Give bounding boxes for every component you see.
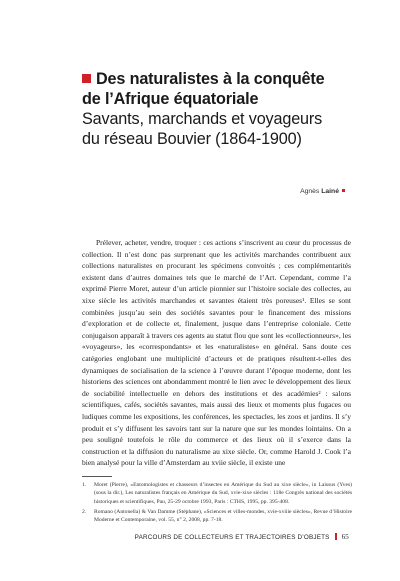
- article-title-text-1: Des naturalistes à la conquête: [96, 70, 325, 88]
- article-subtitle-line-2: du réseau Bouvier (1864-1900): [82, 130, 302, 148]
- author-last-name: Lainé: [321, 188, 339, 195]
- article-subtitle-line-1: Savants, marchands et voyageurs: [82, 110, 323, 128]
- title-block: [82, 70, 382, 149]
- footnote-2: [82, 508, 352, 525]
- footnote-separator-rule: [82, 476, 112, 477]
- red-dot-marker-icon: [342, 189, 345, 192]
- footnote-1-number: 1.: [82, 482, 87, 488]
- article-body-paragraph: Prélever, acheter, vendre, troquer : ces actions s’inscrivent au cœur du processus de collection. Il n’est donc pas surprenant que les activités marchandes contribuent aux collections naturalistes en procurant les spécimens convoités ; ces complémentarités existent dans d’autres domaines tels que le marché de l’Art. Cependant, comme l’a exprimé Pierre Moret, auteur d’un article pionnier sur l’histoire sociale des collectes, au xixe siècle les activités marchandes et savantes étaient très poreuses¹. Elles se sont combinées jusqu’au sein des sociétés savantes pour le financement des missions d’exploration et de collecte et, finalement, jusque dans l’entreprise coloniale. Cette conjugaison apparaît à travers ces agents au statut flou que sont les «collectionneurs», les «voyageurs», les «correspondants» et les «naturalistes» en général. Sans doute ces catégories englobant une multiplicité d’acteurs et de pratiques résultent-t-elles des dynamiques de socialisation de la science à l’œuvre durant l’époque moderne, dont les historiens des sciences ont abondamment montré le lien avec le développement des lieux de sociabilité intellectuelle en dehors des institutions et des académies² : salons scientifiques, cafés, sociétés savantes, mais aussi des lieux et moments plus fugaces ou ludiques comme les expositions, les conférences, les spectacles, les zoos et jardins. Il s’y produit et s’y diffusent les savoirs tant sur la nature que sur les mondes lointains. On a peu souligné toutefois le rôle du commerce et des lieux où il s’exerce dans la construction et la diffusion du naturalisme au xixe siècle. Or, comme Harold J. Cook l’a bien analysé pour la ville d’Amsterdam au xviie siècle, il existe une: [82, 238, 351, 468]
- author-first-name: Agnès: [300, 188, 322, 195]
- running-title: PARCOURS DE COLLECTEURS ET TRAJECTOIRES D’OBJETS: [134, 534, 330, 541]
- footnote-2-number: 2.: [82, 508, 87, 515]
- footnote-1-text: Moret (Pierre), «Entomologistes et chasseurs d’insectes en Amérique du Sud au xixe siècle», in Laissus (Yves) (sous la dir.), Les naturalistes français en Amérique du Sud, xvie-xixe siècles : 118e Congrès national des sociétés historiques et scientifiques, Pau, 25-29 octobre 1993, Paris : CTHS, 1995, pp. 395-408.: [94, 482, 352, 505]
- red-bar-marker-icon: [335, 533, 337, 540]
- footnotes: [82, 481, 352, 526]
- article-title-line-2: de l’Afrique équatoriale: [82, 89, 259, 108]
- red-square-marker-icon: [82, 74, 91, 83]
- page-footer: [135, 533, 349, 541]
- article-title-line-1: [82, 70, 382, 90]
- footnote-2-text: Romano (Antonella) & Van Damme (Stéphane), «Sciences et villes-mondes, xvie-xviiie siècles», Revue d’Histoire Moderne et Contemporaine, vol. 55, n° 2, 2008, pp. 7-18.: [94, 508, 352, 524]
- page-number: 65: [341, 533, 349, 541]
- author-byline: [300, 188, 345, 195]
- footnote-1: [82, 481, 352, 506]
